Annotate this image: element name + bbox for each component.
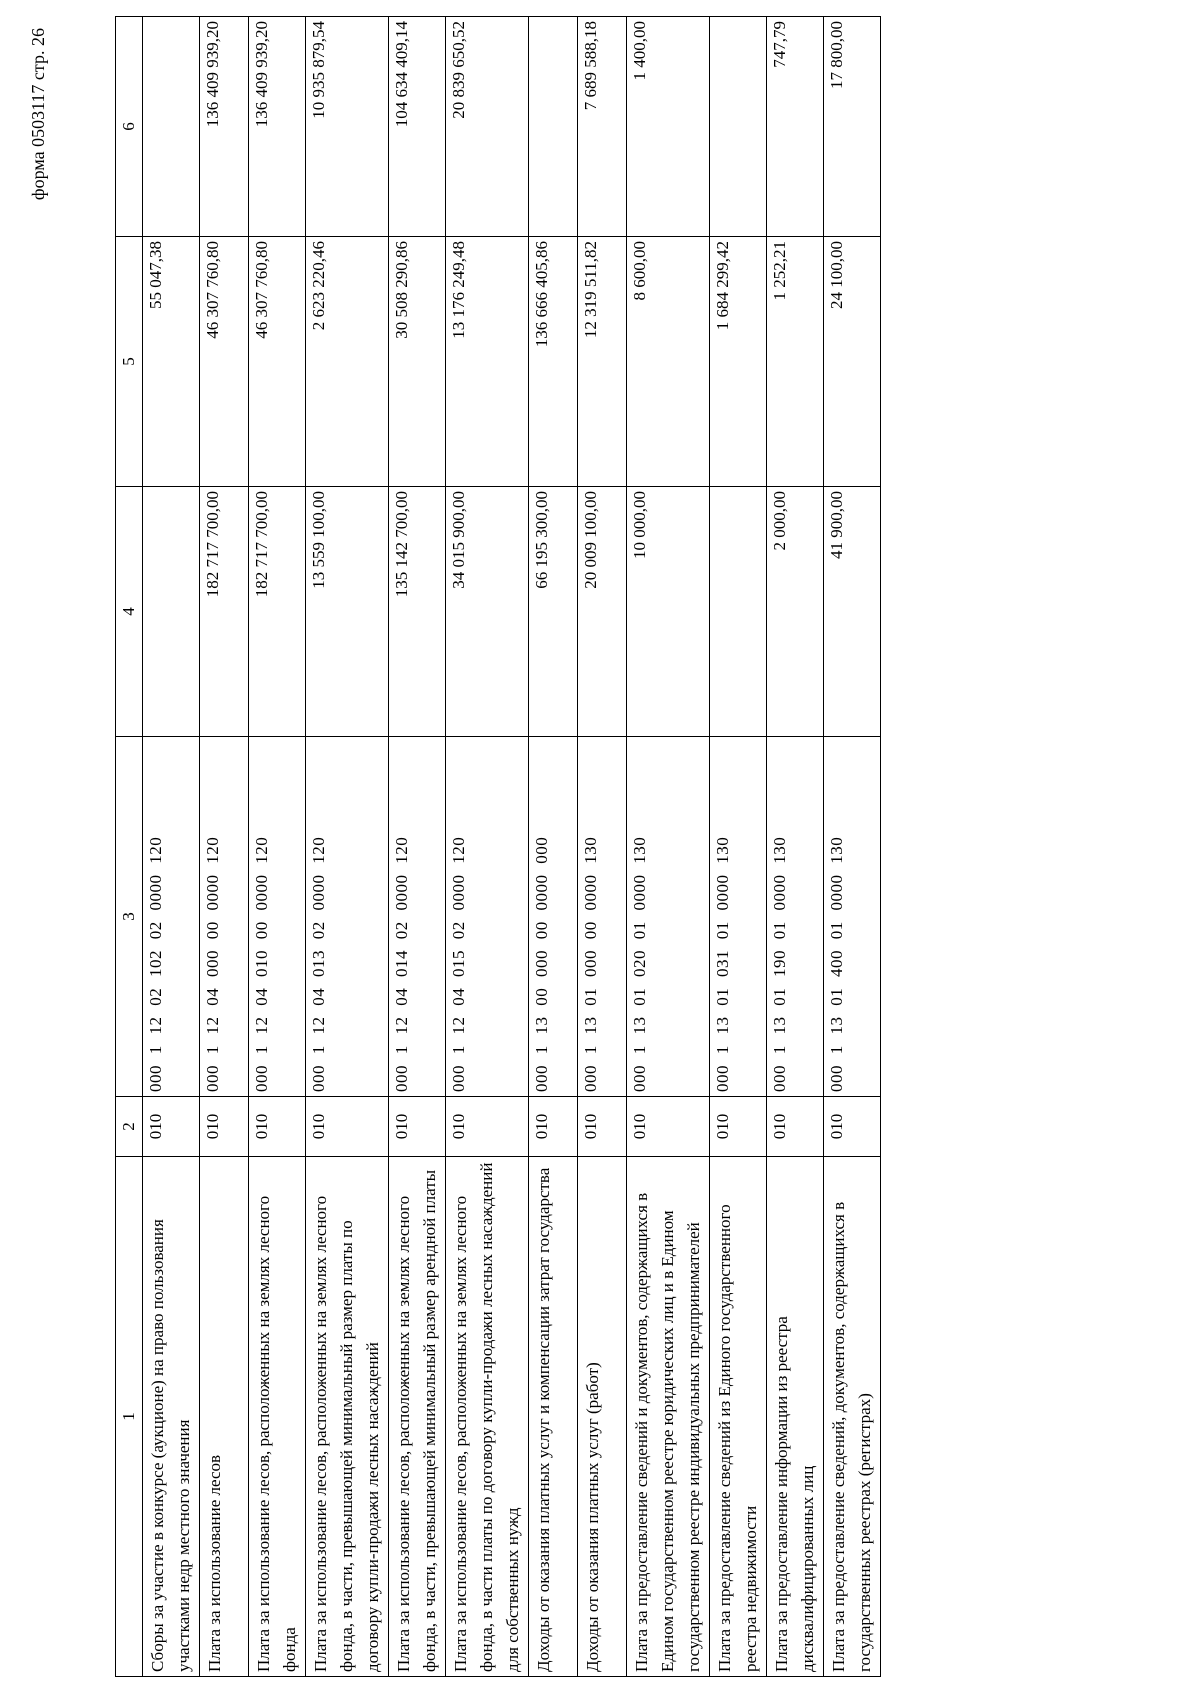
table-row [249, 17, 306, 1677]
row-name: Плата за предоставление сведений, документов, содержащихся в государственных реестрах (регистрах) [824, 1157, 881, 1677]
row-name: Доходы от оказания платных услуг и компенсации затрат государства [529, 1157, 578, 1677]
line-code: 010 [710, 1097, 767, 1157]
column-header: 1 [116, 1157, 143, 1677]
unexecuted-amount [143, 17, 200, 237]
budget-classification-code: 000 1 12 02 102 02 0000 120 [143, 737, 200, 1097]
line-code: 010 [200, 1097, 249, 1157]
executed-amount: 46 307 760,80 [200, 237, 249, 487]
unexecuted-amount: 104 634 409,14 [389, 17, 446, 237]
budget-classification-code: 000 1 13 01 000 00 0000 130 [578, 737, 627, 1097]
line-code: 010 [249, 1097, 306, 1157]
line-code: 010 [446, 1097, 529, 1157]
table-row [446, 17, 529, 1677]
budget-classification-code: 000 1 13 01 020 01 0000 130 [627, 737, 710, 1097]
executed-amount: 46 307 760,80 [249, 237, 306, 487]
unexecuted-amount: 20 839 650,52 [446, 17, 529, 237]
executed-amount: 1 684 299,42 [710, 237, 767, 487]
executed-amount: 136 666 405,86 [529, 237, 578, 487]
row-name: Плата за использование лесов [200, 1157, 249, 1677]
row-name: Плата за использование лесов, расположенных на землях лесного фонда, в части, превышающей минимальный размер арендной платы [389, 1157, 446, 1677]
budget-classification-code: 000 1 13 01 190 01 0000 130 [767, 737, 824, 1097]
approved-amount: 34 015 900,00 [446, 487, 529, 737]
table-row [306, 17, 389, 1677]
line-code: 010 [389, 1097, 446, 1157]
revenue-table [115, 16, 881, 1677]
table-row [710, 17, 767, 1677]
approved-amount: 2 000,00 [767, 487, 824, 737]
executed-amount: 12 319 511,82 [578, 237, 627, 487]
line-code: 010 [306, 1097, 389, 1157]
executed-amount: 24 100,00 [824, 237, 881, 487]
unexecuted-amount: 136 409 939,20 [249, 17, 306, 237]
executed-amount: 30 508 290,86 [389, 237, 446, 487]
row-name: Доходы от оказания платных услуг (работ) [578, 1157, 627, 1677]
budget-classification-code: 000 1 13 01 031 01 0000 130 [710, 737, 767, 1097]
table-row [529, 17, 578, 1677]
approved-amount: 20 009 100,00 [578, 487, 627, 737]
approved-amount [710, 487, 767, 737]
row-name: Плата за использование лесов, расположенных на землях лесного фонда, в части, превышающей минимальный размер платы по договору купли-продажи лесных насаждений [306, 1157, 389, 1677]
column-header: 3 [116, 737, 143, 1097]
column-header: 6 [116, 17, 143, 237]
column-header: 4 [116, 487, 143, 737]
approved-amount: 41 900,00 [824, 487, 881, 737]
column-header: 5 [116, 237, 143, 487]
row-name: Плата за использование лесов, расположенных на землях лесного фонда [249, 1157, 306, 1677]
unexecuted-amount: 747,79 [767, 17, 824, 237]
executed-amount: 13 176 249,48 [446, 237, 529, 487]
form-reference: форма 0503117 стр. 26 [28, 28, 48, 201]
approved-amount: 182 717 700,00 [249, 487, 306, 737]
column-number-row [116, 17, 143, 1677]
budget-classification-code: 000 1 12 04 015 02 0000 120 [446, 737, 529, 1097]
line-code: 010 [578, 1097, 627, 1157]
line-code: 010 [824, 1097, 881, 1157]
unexecuted-amount: 17 800,00 [824, 17, 881, 237]
table-row [767, 17, 824, 1677]
table-row [389, 17, 446, 1677]
unexecuted-amount: 1 400,00 [627, 17, 710, 237]
line-code: 010 [143, 1097, 200, 1157]
row-name: Плата за предоставление сведений и документов, содержащихся в Едином государственном реестре юридических лиц и в Едином государственном реестре индивидуальных предпринимателей [627, 1157, 710, 1677]
unexecuted-amount: 136 409 939,20 [200, 17, 249, 237]
approved-amount: 13 559 100,00 [306, 487, 389, 737]
row-name: Плата за предоставление сведений из Единого государственного реестра недвижимости [710, 1157, 767, 1677]
row-name: Плата за предоставление информации из реестра дисквалифицированных лиц [767, 1157, 824, 1677]
table-row [143, 17, 200, 1677]
executed-amount: 8 600,00 [627, 237, 710, 487]
approved-amount: 10 000,00 [627, 487, 710, 737]
unexecuted-amount: 7 689 588,18 [578, 17, 627, 237]
budget-classification-code: 000 1 12 04 000 00 0000 120 [200, 737, 249, 1097]
line-code: 010 [627, 1097, 710, 1157]
executed-amount: 1 252,21 [767, 237, 824, 487]
budget-classification-code: 000 1 12 04 010 00 0000 120 [249, 737, 306, 1097]
row-name: Сборы за участие в конкурсе (аукционе) на право пользования участками недр местного значения [143, 1157, 200, 1677]
table-row [578, 17, 627, 1677]
row-name: Плата за использование лесов, расположенных на землях лесного фонда, в части платы по договору купли-продажи лесных насаждений для собственных нужд [446, 1157, 529, 1677]
line-code: 010 [529, 1097, 578, 1157]
table-body [143, 17, 881, 1677]
budget-classification-code: 000 1 13 01 400 01 0000 130 [824, 737, 881, 1097]
unexecuted-amount [710, 17, 767, 237]
approved-amount [143, 487, 200, 737]
table-row [200, 17, 249, 1677]
unexecuted-amount [529, 17, 578, 237]
budget-classification-code: 000 1 13 00 000 00 0000 000 [529, 737, 578, 1097]
table-row [824, 17, 881, 1677]
approved-amount: 135 142 700,00 [389, 487, 446, 737]
unexecuted-amount: 10 935 879,54 [306, 17, 389, 237]
column-header: 2 [116, 1097, 143, 1157]
budget-classification-code: 000 1 12 04 013 02 0000 120 [306, 737, 389, 1097]
approved-amount: 182 717 700,00 [200, 487, 249, 737]
executed-amount: 55 047,38 [143, 237, 200, 487]
executed-amount: 2 623 220,46 [306, 237, 389, 487]
line-code: 010 [767, 1097, 824, 1157]
approved-amount: 66 195 300,00 [529, 487, 578, 737]
budget-classification-code: 000 1 12 04 014 02 0000 120 [389, 737, 446, 1097]
table-row [627, 17, 710, 1677]
